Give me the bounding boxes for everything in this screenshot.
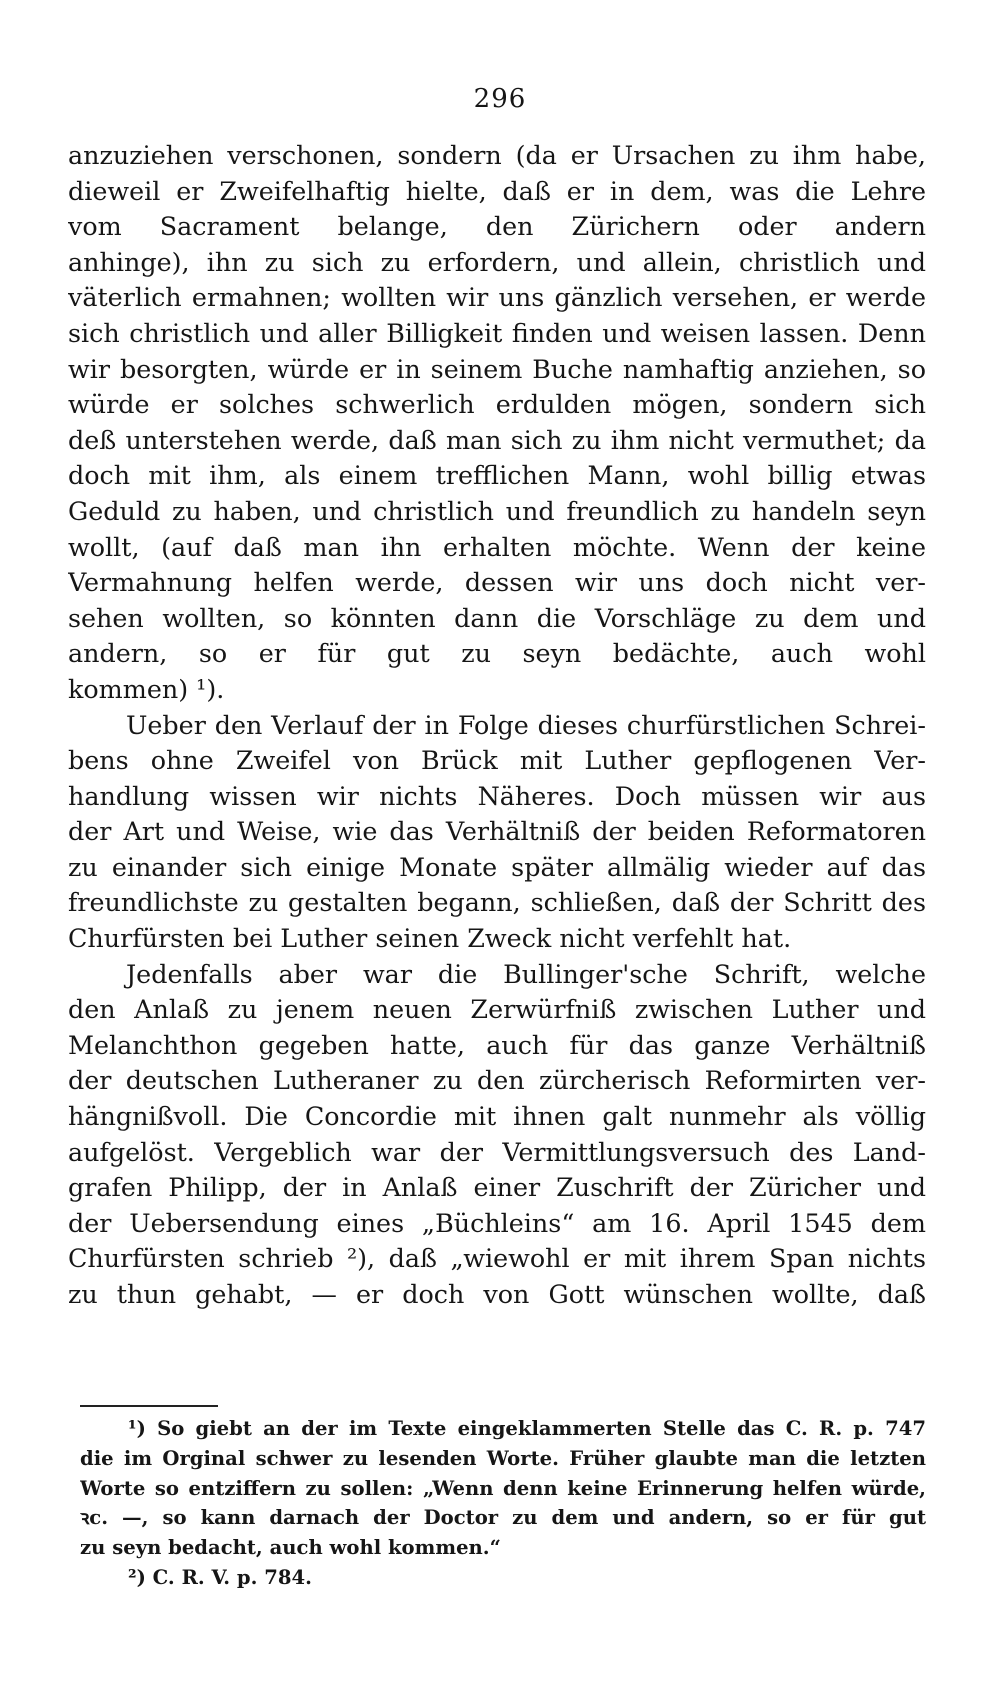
body-text: [68, 138, 926, 1313]
body-line: hängnißvoll. Die Concordie mit ihnen galt nunmehr als völlig: [68, 1101, 926, 1132]
body-line-paragraph-start: Jedenfalls aber war die Bullinger'sche Schrift, welche: [126, 958, 926, 989]
body-line: freundlichste zu gestalten begann, schließen, daß der Schritt des: [68, 887, 926, 918]
body-line: der Uebersendung eines „Büchleins“ am 16. April 1545 dem: [68, 1207, 926, 1238]
body-line: den Anlaß zu jenem neuen Zerwürfniß zwischen Luther und: [68, 994, 926, 1025]
footnote-1-line: ꝛc. —, so kann darnach der Doctor zu dem und andern, so er für gut: [80, 1506, 926, 1530]
body-line: zu thun gehabt, — er doch von Gott wünschen wollte, daß: [68, 1279, 926, 1309]
body-line: zu einander sich einige Monate später allmälig wieder auf das: [68, 851, 926, 882]
body-line: doch mit ihm, als einem trefflichen Mann, wohl billig etwas: [68, 460, 926, 491]
body-line-paragraph-start: Ueber den Verlauf der in Folge dieses churfürstlichen Schrei-: [126, 709, 926, 740]
footnote-1-line: zu seyn bedacht, auch wohl kommen.“: [80, 1536, 501, 1560]
body-line: väterlich ermahnen; wollten wir uns gänzlich versehen, er werde: [68, 282, 926, 313]
page-number: 296: [473, 84, 527, 114]
body-line: anhinge), ihn zu sich zu erfordern, und allein, christlich und: [68, 246, 926, 277]
body-line: vom Sacrament belange, den Zürichern oder andern: [68, 211, 926, 242]
body-line: aufgelöst. Vergeblich war der Vermittlungsversuch des Land-: [68, 1136, 926, 1167]
body-line: Churfürsten schrieb ²), daß „wiewohl er mit ihrem Span nichts: [68, 1243, 926, 1274]
footnotes: [80, 1414, 926, 1593]
body-line: grafen Philipp, der in Anlaß einer Zuschrift der Züricher und: [68, 1172, 926, 1203]
body-line: dieweil er Zweifelhaftig hielte, daß er in dem, was die Lehre: [68, 175, 926, 206]
body-line: wir besorgten, würde er in seinem Buche namhaftig anziehen, so: [68, 353, 926, 384]
body-line: Melanchthon gegeben hatte, auch für das ganze Verhältniß: [68, 1029, 926, 1060]
body-line: handlung wissen wir nichts Näheres. Doch müssen wir aus: [68, 780, 926, 811]
footnote-divider: [80, 1405, 218, 1407]
body-line: der Art und Weise, wie das Verhältniß der beiden Reformatoren: [68, 816, 926, 847]
body-line: sich christlich und aller Billigkeit finden und weisen lassen. Denn: [68, 317, 926, 348]
body-line: Geduld zu haben, und christlich und freundlich zu handeln seyn: [68, 495, 926, 526]
body-line: bens ohne Zweifel von Brück mit Luther gepflogenen Ver-: [68, 745, 926, 776]
body-line: deß unterstehen werde, daß man sich zu ihm nicht vermuthet; da: [68, 424, 926, 455]
body-line: anzuziehen verschonen, sondern (da er Ursachen zu ihm habe,: [68, 140, 926, 170]
body-line: Vermahnung helfen werde, dessen wir uns doch nicht ver-: [68, 567, 926, 598]
footnote-1-line: Worte so entziffern zu sollen: „Wenn denn keine Erinnerung helfen würde,: [80, 1476, 926, 1500]
body-line: der deutschen Lutheraner zu den zürcherisch Reformirten ver-: [68, 1065, 926, 1096]
body-line: kommen) ¹).: [68, 673, 225, 704]
footnote-1-line: die im Orginal schwer zu lesenden Worte. Früher glaubte man die letzten: [80, 1446, 926, 1470]
body-line: würde er solches schwerlich erdulden mögen, sondern sich: [68, 389, 926, 420]
body-line: sehen wollten, so könnten dann die Vorschläge zu dem und: [68, 602, 926, 633]
body-line: wollt, (auf daß man ihn erhalten möchte. Wenn der keine: [68, 531, 926, 562]
body-line: andern, so er für gut zu seyn bedächte, auch wohl: [68, 638, 926, 669]
footnote-2-line: ²) C. R. V. p. 784.: [128, 1565, 312, 1589]
footnote-1-line: ¹) So giebt an der im Texte eingeklammerten Stelle das C. R. p. 747: [128, 1417, 926, 1440]
body-line: Churfürsten bei Luther seinen Zweck nicht verfehlt hat.: [68, 923, 792, 954]
